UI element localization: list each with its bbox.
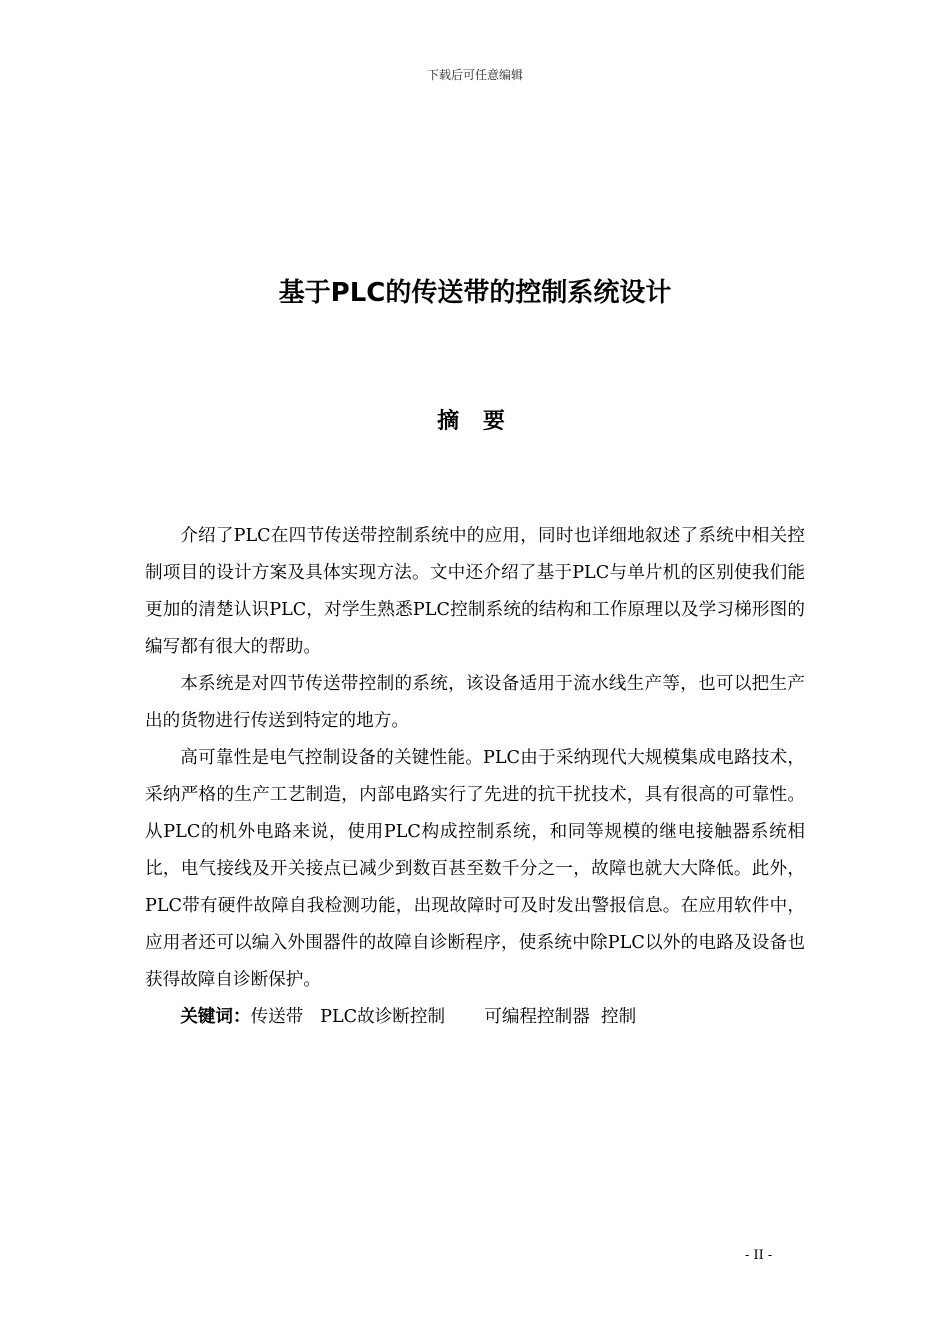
abstract-body	[145, 518, 805, 1036]
keywords-label: 关键词：	[180, 1007, 251, 1027]
abstract-paragraph-2: 本系统是对四节传送带控制的系统，该设备适用于流水线生产等，也可以把生产出的货物进行传送到特定的地方。	[145, 674, 805, 731]
page-number: - II -	[745, 1248, 773, 1263]
keywords-line	[145, 999, 805, 1036]
abstract-heading: 摘 要	[437, 409, 513, 434]
abstract-paragraph-3: 高可靠性是电气控制设备的关键性能。PLC由于采纳现代大规模集成电路技术，采纳严格的生产工艺制造，内部电路实行了先进的抗干扰技术，具有很高的可靠性。从PLC的机外电路来说，使用PLC构成控制系统，和同等规模的继电接触器系统相比，电气接线及开关接点已减少到数百甚至数千分之一，故障也就大大降低。此外，PLC带有硬件故障自我检测功能，出现故障时可及时发出警报信息。在应用软件中，应用者还可以编入外围器件的故障自诊断程序，使系统中除PLC以外的电路及设备也获得故障自诊断保护。	[145, 748, 805, 990]
page-header-note: 下载后可任意编辑	[426, 68, 523, 82]
keywords-text: 传送带 PLC故诊断控制 可编程控制器 控制	[250, 1007, 637, 1027]
abstract-paragraph-1: 介绍了PLC在四节传送带控制系统中的应用，同时也详细地叙述了系统中相关控制项目的设计方案及具体实现方法。文中还介绍了基于PLC与单片机的区别使我们能更加的清楚认识PLC，对学生熟悉PLC控制系统的结构和工作原理以及学习梯形图的编写都有很大的帮助。	[145, 526, 805, 657]
document-title: 基于PLC的传送带的控制系统设计	[278, 278, 672, 308]
